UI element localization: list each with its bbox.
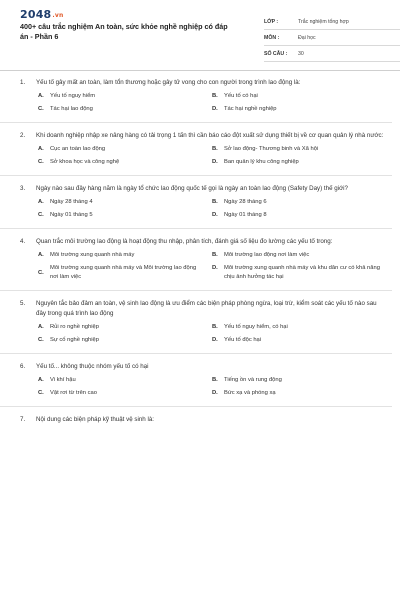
option-text: Yếu tố nguy hiểm <box>50 93 96 99</box>
question-divider <box>0 406 392 407</box>
option-text: Rủi ro nghề nghiệp <box>50 324 99 330</box>
worksheet-title: 400+ câu trắc nghiệm An toàn, sức khỏe nghề nghiệp có đáp án - Phần 6 <box>20 22 228 41</box>
meta-table <box>264 14 400 62</box>
option-text: Tác hại lao động <box>50 106 93 112</box>
option-text: Yếu tố độc hại <box>224 337 262 343</box>
option-c[interactable] <box>38 336 212 345</box>
question-divider <box>0 175 392 176</box>
question-6 <box>20 362 386 407</box>
meta-row-count <box>264 46 400 62</box>
option-text: Ban quản lý khu công nghiệp <box>224 159 299 165</box>
option-letter: D. <box>212 265 218 271</box>
option-text: Bức xạ và phóng xạ <box>224 390 276 396</box>
option-d[interactable] <box>212 105 386 114</box>
meta-row-subject <box>264 30 400 46</box>
option-letter: A. <box>38 93 44 99</box>
question-text: Yếu tố... không thuộc nhóm yếu tố có hại <box>36 363 149 370</box>
meta-row-class <box>264 14 400 30</box>
option-text: Tiếng ồn và rung động <box>224 377 282 383</box>
option-letter: D. <box>212 337 218 343</box>
question-3 <box>20 184 386 229</box>
question-number: 3. <box>20 185 26 192</box>
option-text: Ngày 01 tháng 5 <box>50 212 93 218</box>
meta-label: SỐ CÂU : <box>264 50 288 57</box>
answer-options <box>38 198 386 220</box>
question-list <box>20 78 386 425</box>
option-text: Vật rơi từ trên cao <box>50 390 97 396</box>
option-letter: A. <box>38 377 44 383</box>
question-4 <box>20 237 386 291</box>
option-letter: D. <box>212 159 218 165</box>
option-c[interactable] <box>38 211 212 220</box>
option-letter: D. <box>212 106 218 112</box>
option-text: Môi trường lao động nơi làm việc <box>224 252 310 258</box>
question-divider <box>0 353 392 354</box>
option-b[interactable] <box>212 198 386 207</box>
question-number: 7. <box>20 416 26 423</box>
meta-label: MÔN : <box>264 34 280 41</box>
option-b[interactable] <box>212 323 386 332</box>
question-text: Quan trắc môi trường lao động là hoạt động thu nhập, phân tích, đánh giá số liệu đo lường các yếu tố trong: <box>36 238 333 245</box>
site-logo[interactable] <box>20 8 63 21</box>
option-d[interactable] <box>212 264 386 282</box>
worksheet-header <box>12 0 388 64</box>
question-divider <box>0 290 392 291</box>
option-letter: A. <box>38 146 44 152</box>
question-2 <box>20 131 386 176</box>
answer-options <box>38 145 386 167</box>
option-letter: A. <box>38 252 44 258</box>
logo-suffix: .vn <box>52 11 64 19</box>
option-letter: A. <box>38 324 44 330</box>
option-b[interactable] <box>212 145 386 154</box>
option-letter: B. <box>212 252 218 258</box>
question-number: 5. <box>20 300 26 307</box>
option-a[interactable] <box>38 92 212 101</box>
question-number: 4. <box>20 238 26 245</box>
option-text: Cục an toàn lao động <box>50 146 106 152</box>
option-text: Sự cố nghề nghiệp <box>50 337 100 343</box>
meta-value: 30 <box>298 50 304 57</box>
option-letter: B. <box>212 146 218 152</box>
question-text: Nguyên tắc bảo đảm an toàn, vệ sinh lao động là ưu điểm các biện pháp phòng ngừa, loại trừ, kiểm soát các yếu tố nào sau đây trong quá trình lao động <box>36 300 377 317</box>
option-text: Môi trường xung quanh nhà máy <box>50 252 135 258</box>
option-letter: C. <box>38 390 44 396</box>
option-letter: C. <box>38 269 44 276</box>
option-letter: C. <box>38 106 44 112</box>
option-c[interactable] <box>38 158 212 167</box>
answer-options <box>38 251 386 282</box>
option-text: Yếu tố nguy hiểm, có hại <box>224 324 288 330</box>
option-c[interactable] <box>38 264 212 282</box>
option-text: Sở lao động- Thương binh và Xã hội <box>224 146 319 152</box>
answer-options <box>38 92 386 114</box>
question-number: 1. <box>20 79 26 86</box>
question-7 <box>20 415 386 425</box>
option-letter: C. <box>38 159 44 165</box>
option-text: Ngày 01 tháng 8 <box>224 212 267 218</box>
header-divider <box>0 70 400 71</box>
option-letter: D. <box>212 390 218 396</box>
option-letter: B. <box>212 377 218 383</box>
option-d[interactable] <box>212 336 386 345</box>
option-text: Ngày 28 tháng 6 <box>224 199 267 205</box>
option-text: Ngày 28 tháng 4 <box>50 199 93 205</box>
option-letter: C. <box>38 337 44 343</box>
option-letter: B. <box>212 324 218 330</box>
option-b[interactable] <box>212 376 386 385</box>
option-a[interactable] <box>38 323 212 332</box>
option-text: Môi trường xung quanh nhà máy và khu dân cư có khả năng chịu ảnh hưởng tác hại <box>224 265 380 280</box>
option-a[interactable] <box>38 145 212 154</box>
question-5 <box>20 299 386 354</box>
question-divider <box>0 228 392 229</box>
option-b[interactable] <box>212 92 386 101</box>
option-d[interactable] <box>212 158 386 167</box>
question-number: 2. <box>20 132 26 139</box>
question-text: Nội dung các biện pháp kỹ thuật vệ sinh là: <box>36 416 154 423</box>
option-text: Tác hại nghề nghiệp <box>224 106 277 112</box>
option-a[interactable] <box>38 198 212 207</box>
question-1 <box>20 78 386 123</box>
option-text: Môi trường xung quanh nhà máy và Môi trường lao động nơi làm việc <box>50 265 197 280</box>
option-b[interactable] <box>212 251 386 260</box>
option-d[interactable] <box>212 211 386 220</box>
option-letter: B. <box>212 93 218 99</box>
option-c[interactable] <box>38 389 212 398</box>
question-text: Khi doanh nghiệp nhập xe nâng hàng có tải trọng 1 tấn thì cần báo cáo đột xuất sử dụng thiết bị về cơ quan quản lý nhà nước: <box>36 132 384 139</box>
question-text: Yếu tố gây mất an toàn, làm tổn thương hoặc gây tử vong cho con người trong trình lao động là: <box>36 79 301 86</box>
meta-value: Đại học <box>298 34 316 41</box>
answer-options <box>38 323 386 345</box>
question-text: Ngày nào sau đây hàng năm là ngày tổ chức lao động quốc tế gọi là ngày an toàn lao động (Safety Day) thế giới? <box>36 185 348 192</box>
meta-label: LỚP : <box>264 18 279 25</box>
option-text: Vi khí hậu <box>50 377 76 383</box>
option-text: Sở khoa học và công nghệ <box>50 159 120 165</box>
answer-options <box>38 376 386 398</box>
option-letter: A. <box>38 199 44 205</box>
option-letter: D. <box>212 212 218 218</box>
option-letter: B. <box>212 199 218 205</box>
option-a[interactable] <box>38 376 212 385</box>
option-a[interactable] <box>38 251 212 260</box>
meta-value: Trắc nghiệm tổng hợp <box>298 18 349 25</box>
option-c[interactable] <box>38 105 212 114</box>
option-text: Yếu tố có hại <box>224 93 258 99</box>
question-number: 6. <box>20 363 26 370</box>
logo-text: 2048 <box>20 8 52 21</box>
option-letter: C. <box>38 212 44 218</box>
question-divider <box>0 122 392 123</box>
option-d[interactable] <box>212 389 386 398</box>
